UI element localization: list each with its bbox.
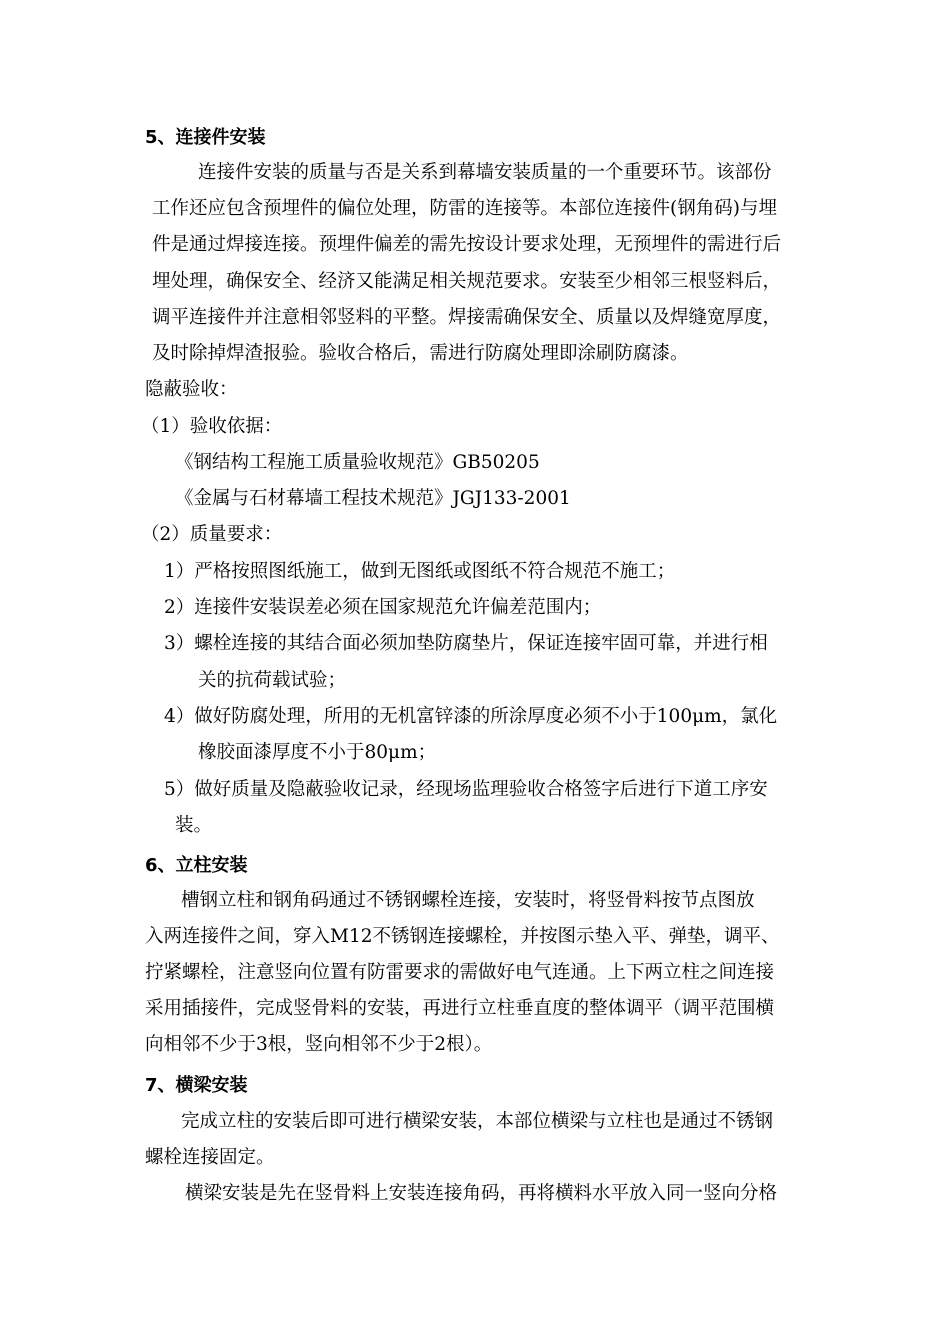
section-6-para-line: 向相邻不少于3根，竖向相邻不少于2根）。 [145,1034,493,1055]
quality-item: 1）严格按照图纸施工，做到无图纸或图纸不符合规范不施工； [164,561,676,582]
section-5-para-line: 及时除掉焊渣报验。验收合格后，需进行防腐处理即涂刷防腐漆。 [152,343,689,364]
hidden-acceptance-label: 隐蔽验收： [145,379,238,400]
section-5-para-line: 埋处理，确保安全、经济又能满足相关规范要求。安装至少相邻三根竖料后， [152,271,782,292]
quality-item: 5）做好质量及隐蔽验收记录，经现场监理验收合格签字后进行下道工序安 [164,779,768,800]
acceptance-basis-item: 《金属与石材幕墙工程技术规范》JGJ133-2001 [175,488,571,509]
section-5-para-line: 调平连接件并注意相邻竖料的平整。焊接需确保安全、质量以及焊缝宽厚度， [152,307,782,328]
section-6-para-line: 采用插接件，完成竖骨料的安装，再进行立柱垂直度的整体调平（调平范围横 [145,998,775,1019]
quality-item-continuation: 橡胶面漆厚度不小于80μm； [198,742,437,763]
section-7-heading: 7、横梁安装 [145,1075,248,1096]
quality-requirements-label: （2）质量要求： [141,524,283,545]
section-6-heading: 6、立柱安装 [145,855,248,876]
quality-item: 4）做好防腐处理，所用的无机富锌漆的所涂厚度必须不小于100μm，氯化 [164,706,778,727]
section-5-heading: 5、连接件安装 [145,127,266,148]
section-6-para-line: 入两连接件之间，穿入M12不锈钢连接螺栓，并按图示垫入平、弹垫，调平、 [145,926,780,947]
section-5-para-line: 工作还应包含预埋件的偏位处理，防雷的连接等。本部位连接件(钢角码)与埋 [152,198,777,219]
section-7-para-line: 螺栓连接固定。 [145,1147,275,1168]
section-6-para-line: 槽钢立柱和钢角码通过不锈钢螺栓连接，安装时，将竖骨料按节点图放 [181,890,755,911]
section-5-para-line: 连接件安装的质量与否是关系到幕墙安装质量的一个重要环节。该部份 [198,162,772,183]
acceptance-basis-label: （1）验收依据： [141,416,283,437]
section-6-para-line: 拧紧螺栓，注意竖向位置有防雷要求的需做好电气连通。上下两立柱之间连接 [145,962,775,983]
quality-item: 3）螺栓连接的其结合面必须加垫防腐垫片，保证连接牢固可靠，并进行相 [164,633,768,654]
quality-item-continuation: 装。 [175,815,213,836]
quality-item: 2）连接件安装误差必须在国家规范允许偏差范围内； [164,597,602,618]
quality-item-continuation: 关的抗荷载试验； [198,670,347,691]
section-5-para-line: 件是通过焊接连接。预埋件偏差的需先按设计要求处理，无预埋件的需进行后 [152,234,782,255]
acceptance-basis-item: 《钢结构工程施工质量验收规范》GB50205 [175,452,540,473]
section-7-para-line: 完成立柱的安装后即可进行横梁安装，本部位横梁与立柱也是通过不锈钢 [181,1111,774,1132]
section-7-para-line: 横梁安装是先在竖骨料上安装连接角码，再将横料水平放入同一竖向分格 [185,1183,778,1204]
